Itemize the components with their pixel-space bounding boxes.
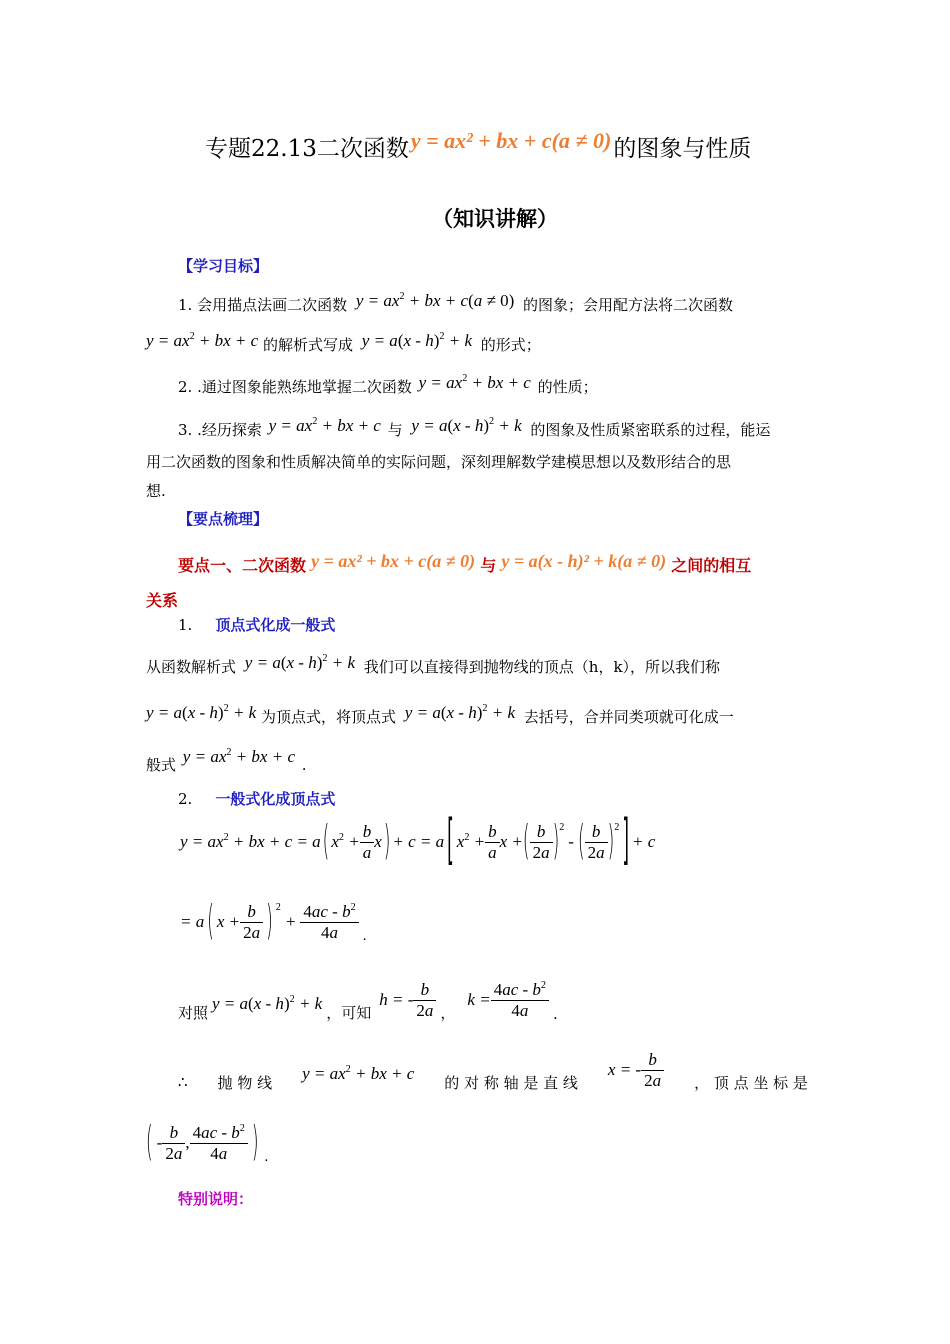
formula-general-nonzero: $y = ax^2$ + bx + c(a ≠ 0) xyxy=(355,290,515,310)
derivation-line-2: = a ( x + $\frac{b}{2a}$ ) $^2$ + $\frac{4ac - b^2}{4a}$ . xyxy=(180,898,367,946)
formula-vertex: y = a(x - h)$^2$ + k xyxy=(212,993,323,1013)
goal-1-text-d: 的形式； xyxy=(480,336,541,354)
formula-general: $y = ax^2$ + bx + c xyxy=(146,330,259,350)
fraction-b-over-2a: $\frac{b}{2a}$ xyxy=(530,822,553,862)
goal-1-text-a: 1. 会用描点法画二次函数 xyxy=(178,296,348,314)
vertex-coordinate: ( - $\frac{b}{2a}$ , $\frac{4ac - b^2}{4a}$ ) . xyxy=(146,1119,269,1167)
subsection-1-number: 1. xyxy=(178,616,193,634)
title-prefix: 专题22.13二次函数 xyxy=(205,136,409,162)
key-point-1-text-c: 之间的相互 xyxy=(671,556,752,575)
fraction-b-over-a: $\frac{b}{a}$ xyxy=(360,822,375,862)
goal-3-line3: 想. xyxy=(146,482,166,500)
para-2-text-b: 去括号，合并同类项就可化成一 xyxy=(523,708,734,726)
para-1-text-a: 从函数解析式 xyxy=(146,658,237,676)
para-1-text-b: 我们可以直接得到抛物线的顶点（h，k），所以我们称 xyxy=(363,658,721,676)
subsection-2 xyxy=(178,788,335,809)
key-point-1-formula-general: y = ax² + bx + c(a ≠ 0) xyxy=(311,551,476,571)
fraction-4ac-minus-b2-over-4a: $\frac{4ac - b^2}{4a}$ xyxy=(300,902,358,942)
formula-vertex: y = a(x - h)$^2$ + k xyxy=(404,702,516,722)
derivation-line-1: $y = ax^2$ + bx + c = a ( $x^2$ + $\frac{b}{a}$ x ) + c = a [ $x^2$ + $\frac{b}{a}$ x + ( $\frac{b}{2a}$ ) $^2$ - ( $\frac{b}{2a}$ ) $^2$ ] + c xyxy=(180,810,656,874)
goal-1-line2 xyxy=(146,330,541,355)
key-point-1-text-b: 与 xyxy=(480,556,497,575)
subsection-2-number: 2. xyxy=(178,790,193,808)
vertex-coordinate-period: . xyxy=(264,1148,269,1165)
subsection-2-label: 一般式化成顶点式 xyxy=(215,790,336,808)
key-point-1 xyxy=(178,553,751,576)
goal-3-text-c: 的图象及性质紧密联系的过程，能运 xyxy=(530,421,771,439)
subsection-1-label: 顶点式化成一般式 xyxy=(215,616,336,634)
fraction-b-over-2a: $\frac{b}{2a}$ xyxy=(240,902,263,942)
para-3-text-b: . xyxy=(301,756,307,774)
formula-general: $y = ax^2$ + bx + c xyxy=(418,372,531,392)
key-point-1-line2: 关系 xyxy=(146,591,179,610)
key-point-1-formula-vertex: y = a(x - h)² + k(a ≠ 0) xyxy=(501,551,667,571)
fraction-b-over-2a: $\frac{b}{2a}$ xyxy=(162,1123,185,1163)
page-subtitle: （知识讲解） xyxy=(432,206,558,231)
title-formula: y = ax² + bx + c(a ≠ 0) xyxy=(410,128,612,153)
fraction-b-over-a: $\frac{b}{a}$ xyxy=(485,822,500,862)
para-3-text-a: 般式 xyxy=(146,756,177,774)
therefore-text-b: 的 对 称 轴 是 直 线 xyxy=(444,1073,578,1092)
comparison-text-b: ，可知 xyxy=(326,1003,372,1022)
para-1 xyxy=(146,652,721,677)
therefore-text-a: 抛 物 线 xyxy=(217,1073,273,1092)
para-3 xyxy=(146,746,307,775)
goal-1-line1 xyxy=(178,290,734,315)
formula-general: $y = ax^2$ + bx + c xyxy=(182,746,295,766)
formula-general: $y = ax^2$ + bx + c xyxy=(302,1063,415,1083)
goals-heading: 【学习目标】 xyxy=(178,257,269,275)
goal-3-line1 xyxy=(178,415,771,440)
title-suffix: 的图象与性质 xyxy=(613,136,752,162)
para-2-text-a: 为顶点式，将顶点式 xyxy=(261,708,397,726)
points-heading: 【要点梳理】 xyxy=(178,510,269,528)
goal-2-text-b: 的性质； xyxy=(537,378,598,396)
axis-of-symmetry-formula: x = - $\frac{b}{2a}$ xyxy=(608,1050,664,1090)
formula-vertex: y = a(x - h)$^2$ + k xyxy=(146,702,257,722)
therefore-symbol: ∴ xyxy=(178,1073,188,1091)
therefore-line xyxy=(178,1042,808,1098)
fraction-b-over-2a: $\frac{b}{2a}$ xyxy=(413,980,436,1020)
goal-3-text-b: 与 xyxy=(387,421,403,439)
comparison-text-c: ， xyxy=(440,1003,456,1022)
key-point-1-text-a: 要点一、二次函数 xyxy=(178,556,307,575)
subsection-1 xyxy=(178,614,335,635)
fraction-b-over-2a: $\frac{b}{2a}$ xyxy=(585,822,608,862)
comparison-line: 对照 y = a(x - h)$^2$ + k ，可知 h = - $\frac{b}{2a}$ ， k = $\frac{4ac - b^2}{4a}$ . xyxy=(178,979,558,1023)
para-2 xyxy=(146,702,734,727)
goal-3-text-a: 3. .经历探索 xyxy=(178,421,262,439)
comparison-text-a: 对照 xyxy=(178,1003,209,1022)
formula-vertex: y = a(x - h)$^2$ + k xyxy=(411,415,522,435)
comparison-text-d: . xyxy=(553,1005,558,1023)
goal-2 xyxy=(178,372,598,397)
page-title xyxy=(205,130,751,163)
goal-3-line2: 用二次函数的图象和性质解决简单的实际问题，深刻理解数学建模思想以及数形结合的思 xyxy=(146,453,732,471)
goal-2-text-a: 2. .通过图象能熟练地掌握二次函数 xyxy=(178,378,412,396)
therefore-text-c: ， 顶 点 坐 标 是 xyxy=(694,1073,808,1092)
fraction-4ac-minus-b2-over-4a: $\frac{4ac - b^2}{4a}$ xyxy=(190,1123,248,1163)
goal-1-text-b: 的图象；会用配方法将二次函数 xyxy=(523,296,734,314)
special-note-heading: 特别说明： xyxy=(178,1190,254,1208)
formula-vertex: y = a(x - h)$^2$ + k xyxy=(244,652,356,672)
fraction-4ac-minus-b2-over-4a: $\frac{4ac - b^2}{4a}$ xyxy=(491,980,549,1020)
goal-1-text-c: 的解析式写成 xyxy=(262,336,353,354)
formula-vertex: y = a(x - h)$^2$ + k xyxy=(361,330,472,350)
formula-general: $y = ax^2$ + bx + c xyxy=(268,415,381,435)
